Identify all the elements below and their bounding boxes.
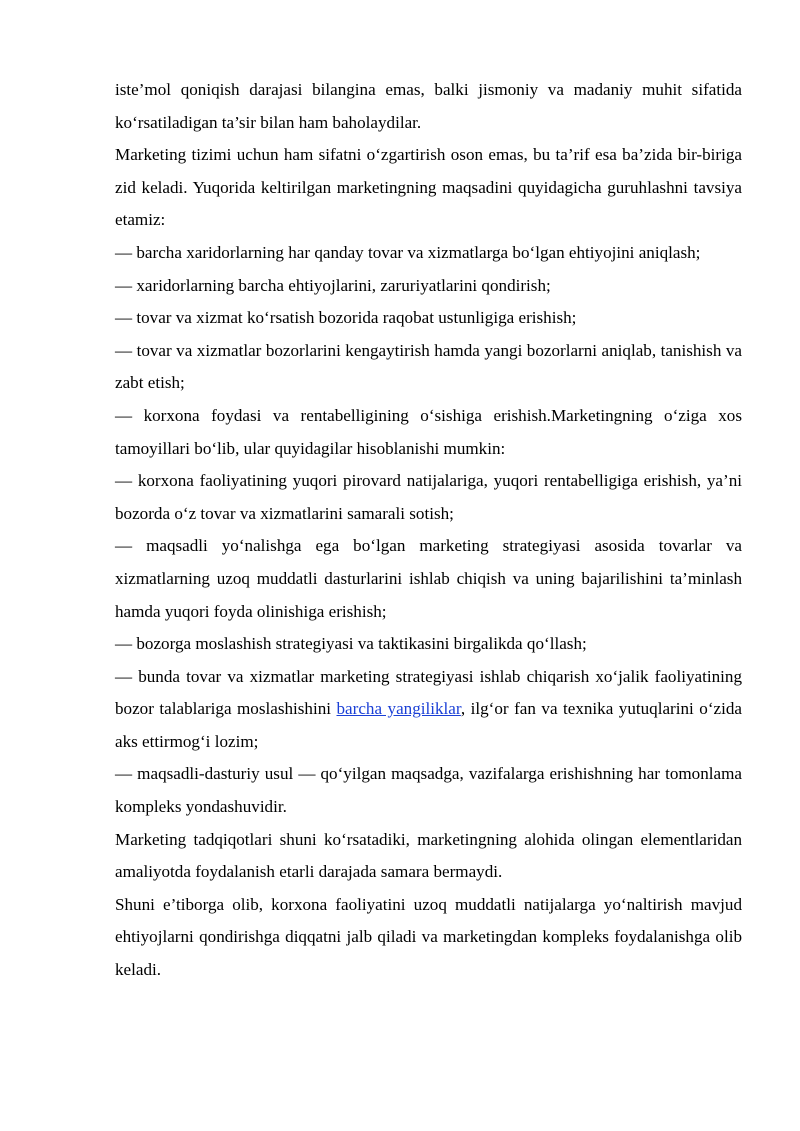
list-item-3: — tovar va xizmat ko‘rsatish bozorida raqobat ustunligiga erishish; bbox=[115, 308, 577, 328]
list-item-5: — korxona foydasi va rentabelligining o‘sishiga erishish.Marketingning o‘ziga xos tamoyillari bo‘lib, ular quyidagilar hisoblanishi mumkin: bbox=[115, 405, 742, 458]
list-item-10: — maqsadli-dasturiy usul — qo‘yilgan maqsadga, vazifalarga erishishning har tomonlama kompleks yondashuvidir. bbox=[115, 764, 742, 817]
list-item-1: — barcha xaridorlarning har qanday tovar va xizmatlarga bo‘lgan ehtiyojini aniqlash; bbox=[115, 242, 701, 262]
paragraph-2: Marketing tizimi uchun ham sifatni o‘zgartirish oson emas, bu ta’rif esa ba’zida bir-biriga zid keladi. Yuqorida keltirilgan marketingning maqsadini quyidagicha guruhlashni tavsiya etamiz: bbox=[115, 145, 742, 230]
list-item-9-after: , ilg‘or fan va texnika yutuqlarini o‘zida aks ettirmog‘i lozim; bbox=[115, 699, 742, 751]
list-item-6: — korxona faoliyatining yuqori pirovard natijalariga, yuqori rentabelligiga erishish, ya’ni bozorda o‘z tovar va xizmatlarini samarali sotish; bbox=[115, 471, 742, 523]
list-item-2: — xaridorlarning barcha ehtiyojlarini, zaruriyatlarini qondirish; bbox=[115, 275, 551, 295]
list-item-4: — tovar va xizmatlar bozorlarini kengaytirish hamda yangi bozorlarni aniqlab, tanishish va zabt etish; bbox=[115, 340, 742, 393]
list-item-9-before: — bunda tovar va xizmatlar marketing strategiyasi ishlab chiqarish xo‘jalik faoliyatining bozor talablariga moslashishini bbox=[115, 666, 742, 719]
list-item-8: — bozorga moslashish strategiyasi va taktikasini birgalikda qo‘llash; bbox=[115, 634, 587, 654]
document-page bbox=[115, 74, 742, 987]
list-item-7: — maqsadli yo‘nalishga ega bo‘lgan marketing strategiyasi asosida tovarlar va xizmatlarning uzoq muddatli dasturlarini ishlab chiqish va uning bajarilishini ta’minlash hamda yuqori foyda olinishiga erishish; bbox=[115, 536, 742, 621]
list-item-9 bbox=[115, 661, 742, 759]
paragraph-4: Shuni e’tiborga olib, korxona faoliyatini uzoq muddatli natijalarga yo‘naltirish mavjud ehtiyojlarni qondirishga diqqatni jalb qiladi va marketingdan kompleks foydalanishga olib keladi. bbox=[115, 894, 742, 980]
paragraph-3: Marketing tadqiqotlari shuni ko‘rsatadiki, marketingning alohida olingan elementlaridan amaliyotda foydalanish etarli darajada samara bermaydi. bbox=[115, 829, 742, 882]
paragraph-1: iste’mol qoniqish darajasi bilangina emas, balki jismoniy va madaniy muhit sifatida ko‘rsatiladigan ta’sir bilan ham baholaydilar. bbox=[115, 80, 742, 132]
news-link[interactable]: barcha yangiliklar bbox=[336, 699, 461, 719]
